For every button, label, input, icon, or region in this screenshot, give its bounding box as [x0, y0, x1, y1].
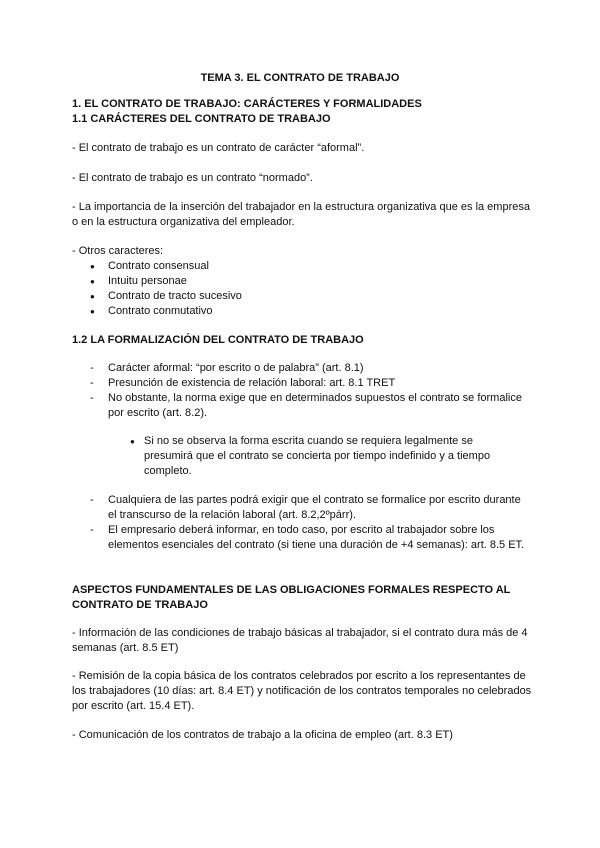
list-item: ● Contrato consensual — [72, 259, 532, 274]
paragraph-importancia: - La importancia de la inserción del trabajador en la estructura organizativa que es la empresa o en la estructura organizativa del empleador. — [72, 201, 530, 228]
list-item: - El empresario deberá informar, en todo caso, por escrito al trabajador sobre los elementos esenciales del contrato (si tiene una duración de +4 semanas): art. 8.5 ET. — [72, 523, 532, 553]
sub-bullet-item — [130, 434, 514, 479]
paragraph-informacion: - Información de las condiciones de trabajo básicas al trabajador, si el contrato dura más de 4 semanas (art. 8.5 ET) — [72, 627, 528, 654]
section1-heading — [72, 97, 532, 127]
list-item: ● Intuitu personae — [72, 274, 532, 289]
paragraph-comunicacion: - Comunicación de los contratos de trabajo a la oficina de empleo (art. 8.3 ET) — [72, 729, 453, 741]
paragraph-normado: - El contrato de trabajo es un contrato “normado”. — [72, 172, 313, 184]
others-list — [72, 259, 532, 319]
bullet-dot-icon: ● — [130, 437, 135, 446]
heading-contrato: 1. EL CONTRATO DE TRABAJO: CARÁCTERES Y FORMALIDADES — [72, 98, 422, 110]
list-item: - Carácter aformal: “por escrito o de palabra” (art. 8.1) — [72, 361, 532, 376]
formalizacion-list-a — [72, 361, 532, 421]
heading-aspectos: ASPECTOS FUNDAMENTALES DE LAS OBLIGACIONES FORMALES RESPECTO AL CONTRATO DE TRABAJO — [72, 584, 511, 611]
paragraph-remision: - Remisión de la copia básica de los contratos celebrados por escrito a los representantes de los trabajadores (10 días: art. 8.4 ET) y notificación de los contratos temporales no celebrados por escrito (art. 15.4 ET). — [72, 670, 532, 712]
heading-caracteres: 1.1 CARÁCTERES DEL CONTRATO DE TRABAJO — [72, 113, 331, 125]
paragraph-otros: - Otros caracteres: — [72, 245, 164, 257]
paragraph-aformal: - El contrato de trabajo es un contrato de carácter “aformal”. — [72, 142, 365, 154]
list-item: ● Contrato conmutativo — [72, 304, 532, 319]
list-item: - Cualquiera de las partes podrá exigir que el contrato se formalice por escrito durante el transcurso de la relación laboral (art. 8.2,2ºpárr). — [72, 493, 532, 523]
list-item: ● Contrato de tracto sucesivo — [72, 289, 532, 304]
document-title: TEMA 3. EL CONTRATO DE TRABAJO — [200, 72, 400, 84]
heading-formalizacion: 1.2 LA FORMALIZACIÓN DEL CONTRATO DE TRABAJO — [72, 334, 364, 346]
sub-bullet-text: Si no se observa la forma escrita cuando se requiera legalmente se presumirá que el contrato se concierta por tiempo indefinido y a tiempo completo. — [144, 435, 491, 477]
formalizacion-list-b — [72, 493, 532, 553]
list-item: - Presunción de existencia de relación laboral: art. 8.1 TRET — [72, 376, 532, 391]
list-item: - No obstante, la norma exige que en determinados supuestos el contrato se formalice por escrito (art. 8.2). — [72, 391, 532, 421]
